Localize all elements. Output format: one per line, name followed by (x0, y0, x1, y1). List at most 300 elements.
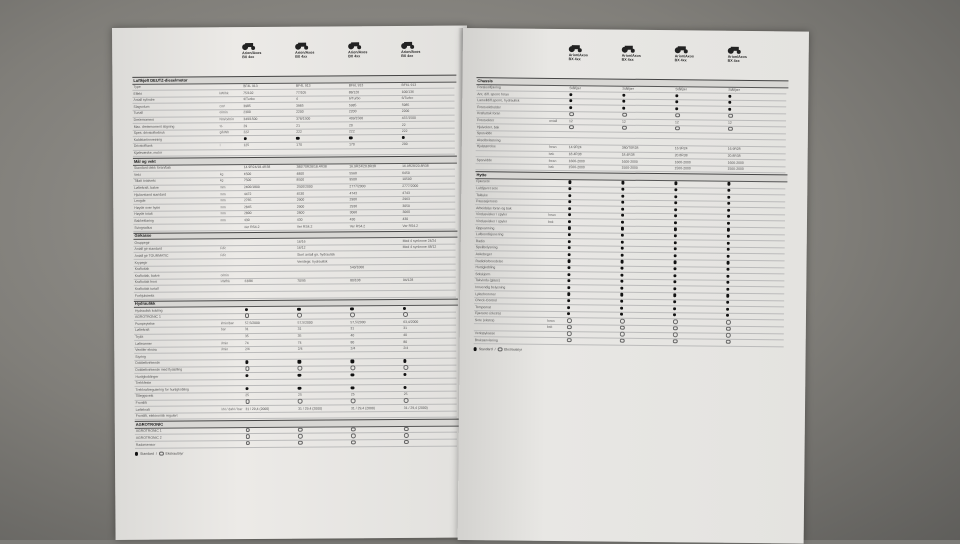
standard-dot-icon (620, 300, 673, 305)
row-unit: foran (547, 319, 567, 324)
row-label: Luftkondisjonering (475, 232, 548, 237)
row-label: Hydraulisk kobling (134, 308, 221, 313)
spec-section (135, 419, 459, 449)
table-cell: Ver RS4.2 (297, 224, 350, 229)
section-title: AGROTRONIC (135, 419, 459, 429)
table-cell: 2/4 (298, 347, 351, 352)
row-label: AGROTRONIC 1 (134, 315, 221, 320)
row-unit: F/R (220, 253, 244, 258)
row-label: Speilbelysning (475, 245, 548, 250)
tractor-icon (295, 43, 309, 50)
row-label: Forhjulstrekk (134, 293, 221, 298)
standard-dot-icon (728, 94, 781, 99)
row-label: Frontvekter (476, 118, 549, 123)
table-cell: BF4L 913 (243, 84, 296, 89)
standard-dot-icon (621, 234, 674, 239)
row-label: Kraftuttak front (134, 280, 221, 285)
row-unit: bak (548, 220, 568, 225)
table-cell: 4743 (402, 190, 455, 195)
standard-dot-icon (569, 106, 622, 111)
standard-dot-icon (568, 233, 621, 238)
table-cell: 74 (298, 340, 351, 345)
table-cell: 5985 (349, 103, 402, 108)
row-unit: kN / daN / bar (221, 407, 245, 412)
table-cell: 57,5/2000 (245, 321, 298, 326)
row-label: Drivstofftank (133, 144, 220, 149)
row-label: Frontvektholder (476, 105, 549, 110)
row-unit: bak (549, 165, 569, 170)
standard-dot-icon (621, 247, 674, 252)
row-unit: mm (220, 185, 244, 190)
table-cell: 12 (728, 121, 781, 126)
table-cell: 222 (296, 130, 349, 135)
extra-ring-icon (298, 434, 351, 441)
row-label: Tempomat (474, 305, 547, 310)
standard-dot-icon (349, 136, 402, 141)
extra-ring-icon (245, 313, 298, 320)
spec-section (474, 171, 788, 347)
row-label: Trekkraftregulering for hurtigkobling (135, 387, 222, 392)
extra-ring-icon (567, 338, 620, 345)
row-label: Kaldstartinnretning (133, 137, 220, 142)
table-cell: 4 (296, 97, 349, 102)
standard-dot-icon (297, 307, 350, 312)
standard-dot-icon (673, 280, 726, 285)
standard-dot-icon (727, 241, 780, 246)
table-cell: 31 (298, 327, 351, 332)
standard-dot-icon (622, 100, 675, 105)
row-label: Frontlift, elektronisk regulert (135, 413, 222, 418)
extra-ring-icon (245, 427, 298, 434)
table-cell: 4530 (297, 191, 350, 196)
row-label: Løftekraft, bakre (133, 185, 220, 190)
row-label: Svingradius (133, 225, 220, 230)
model-header-row (476, 44, 788, 79)
table-cell: 2800 (297, 211, 350, 216)
table-cell: 5985 (402, 102, 455, 107)
spec-section (133, 156, 458, 232)
table-cell: 16.9R24 (675, 147, 728, 152)
section-title: Hytte (475, 171, 787, 182)
standard-dot-icon (568, 240, 621, 245)
table-cell: 16.9R28 (728, 147, 781, 152)
table-cell: 80/108 (350, 278, 403, 283)
row-unit: mm (220, 205, 244, 210)
table-cell: 8500 (297, 178, 350, 183)
table-cell: 31 (350, 326, 403, 331)
standard-dot-icon (568, 253, 621, 258)
table-cell: 31 / 29,4 (2000) (245, 406, 298, 411)
row-label: Askebeger (475, 252, 548, 257)
standard-dot-icon (621, 221, 674, 226)
row-unit: mm (220, 198, 244, 203)
table-cell: 222 (349, 129, 402, 134)
table-cell: 3050 (402, 203, 455, 208)
row-label: Hurtigkobling (474, 265, 547, 270)
standard-dot-icon (298, 386, 351, 391)
table-cell: 200 (402, 142, 455, 147)
tractor-icon (622, 46, 636, 53)
standard-dot-icon (245, 360, 298, 365)
table-cell: 170 (296, 143, 349, 148)
standard-dot-icon (620, 286, 673, 291)
table-cell: 74 (245, 340, 298, 345)
table-cell: 63/86 (244, 279, 297, 284)
row-label: Turtall (133, 111, 220, 116)
standard-dot-icon (675, 94, 728, 99)
standard-dot-icon (727, 189, 780, 194)
standard-dot-icon (726, 301, 779, 306)
table-cell: 2200 (402, 109, 455, 114)
row-unit: mm (220, 218, 244, 223)
row-label: Krypegir (134, 260, 221, 265)
table-row (474, 337, 784, 347)
row-label: Hjulavstand standard (133, 192, 220, 197)
table-cell: 12 (675, 120, 728, 125)
extra-ring-icon (404, 398, 457, 405)
extra-ring-icon (728, 127, 781, 134)
row-label: Lyktefremmer (474, 292, 547, 297)
table-cell: 31 / 29,4 (2000) (298, 406, 351, 411)
standard-dot-icon (243, 136, 296, 141)
extra-ring-icon (351, 427, 404, 434)
table-cell: 77/105 (296, 90, 349, 95)
table-cell: 80 (350, 340, 403, 345)
extra-ring-icon (351, 365, 404, 372)
table-cell (622, 142, 675, 143)
row-unit: foran (549, 145, 569, 150)
row-label: Vindusvisker / spyler (475, 219, 548, 224)
standard-dot-icon (568, 246, 621, 251)
table-cell: 222 (402, 129, 455, 134)
table-cell: 20 (349, 123, 402, 128)
row-label: Kraftuttak foran (476, 112, 549, 117)
row-unit: o/min (220, 273, 244, 278)
standard-dot-icon (567, 293, 620, 298)
spec-table-right (474, 44, 789, 355)
row-label (476, 153, 549, 154)
table-cell: 7500 (244, 178, 297, 183)
standard-dot-icon (350, 307, 403, 312)
table-cell: BF6L 913 (402, 83, 455, 88)
standard-dot-icon (621, 260, 674, 265)
standard-dot-icon (674, 182, 727, 187)
row-label: Innvendig belysning (474, 285, 547, 290)
table-cell: 170 (349, 142, 402, 147)
table-cell: 9500 (349, 177, 402, 182)
table-cell: 430 (402, 217, 455, 222)
row-label: Vekt (133, 172, 220, 177)
row-label: Radioforberedelse (475, 259, 548, 264)
table-cell (569, 135, 622, 136)
model-header: Arion/Axos BX 4xx (348, 42, 401, 58)
standard-dot-icon (674, 261, 727, 266)
table-cell: 88/120 (349, 90, 402, 95)
row-label: Bruksanvisning (474, 338, 547, 343)
table-cell: 2200 (296, 110, 349, 115)
row-label: Trekkfeste (134, 380, 221, 385)
row-label: Antall gir standard (134, 247, 221, 252)
standard-dot-icon (727, 202, 780, 207)
table-cell: 12 (622, 120, 675, 125)
model-header: Arion/Axos BX 4xx (622, 46, 675, 63)
row-label: Løftekraft (134, 328, 221, 333)
row-unit: mm (220, 211, 244, 216)
standard-dot-icon (620, 313, 673, 318)
standard-dot-icon (673, 267, 726, 272)
standard-dot-icon (620, 267, 673, 272)
spec-section (134, 298, 459, 420)
extra-ring-icon (298, 440, 351, 447)
table-cell: 16/16 (297, 239, 350, 244)
row-label: Dobbeltvirkende (134, 361, 221, 366)
extra-ring-icon (675, 113, 728, 120)
row-unit: l/min/bar (221, 321, 245, 326)
legend: Standard / Ekstrautstyr (135, 449, 459, 456)
table-cell: 20.8R38 (728, 154, 781, 159)
table-cell: 6/Turbo (349, 96, 402, 101)
row-label: Luftfjæret sete (475, 186, 548, 191)
table-cell: 380/70R28/18.4R38 (296, 165, 349, 170)
standard-dot-icon (296, 136, 349, 141)
table-cell: 2/4 (351, 346, 404, 351)
standard-dot-icon (674, 221, 727, 226)
standard-dot-icon (245, 373, 298, 378)
row-label: Hurtigkoblinger (134, 374, 221, 379)
table-cell: 1600-2000 (622, 159, 675, 164)
table-cell: 2800 (244, 211, 297, 216)
section-title: Girkasse (133, 230, 457, 240)
standard-dot-icon (673, 274, 726, 279)
row-label: Høyde totalt (133, 212, 220, 217)
table-cell: 16/12 (297, 246, 350, 251)
standard-dot-icon (673, 287, 726, 292)
row-label: Gruppegir (133, 240, 220, 245)
standard-dot-icon (620, 293, 673, 298)
row-label: Kjølevæske, motor (133, 150, 220, 155)
row-label: Kraftuttak (134, 266, 221, 271)
extra-ring-icon (297, 313, 350, 320)
standard-dot-icon (621, 254, 674, 259)
standard-dot-icon (727, 222, 780, 227)
standard-dot-icon (727, 235, 780, 240)
standard-dot-icon (727, 228, 780, 233)
row-unit: antall (549, 119, 569, 124)
table-cell: 6/Turbo (402, 96, 455, 101)
row-label: Pumpeytelse (134, 321, 221, 326)
standard-dot-icon (673, 294, 726, 299)
table-cell: 2963 (402, 197, 455, 202)
row-label: Løftekraft (135, 407, 222, 412)
standard-dot-icon (567, 312, 620, 317)
row-label: Solskjerm (474, 272, 547, 277)
standard-dot-icon (726, 307, 779, 312)
table-cell: 222 (243, 130, 296, 135)
table-cell: 430 (244, 218, 297, 223)
tractor-icon (242, 43, 256, 50)
table-cell: 16.9R28/20.8R38 (402, 164, 455, 169)
standard-dot-icon (673, 313, 726, 318)
row-label: Passasjersete (475, 199, 548, 204)
extra-ring-icon (298, 399, 351, 406)
spec-sections-right (474, 77, 789, 347)
row-unit: foran (549, 159, 569, 164)
row-label: Arbeidslys foran og bak (475, 206, 548, 211)
table-cell: 2900 (297, 198, 350, 203)
table-cell (622, 135, 675, 136)
row-unit: foran (548, 213, 568, 218)
table-cell: Med 4 synkrone 24/24 (403, 238, 456, 243)
table-cell: 4743 (349, 191, 402, 196)
extra-ring-icon (498, 347, 503, 352)
table-cell: 409/1500 (349, 116, 402, 121)
row-label: Sete (ekstra) (474, 318, 547, 323)
standard-dot-icon (621, 201, 674, 206)
section-title: Hydraulikk (134, 298, 458, 308)
row-unit: g/kWh (219, 130, 243, 135)
row-label: Antall sylindre (132, 98, 219, 103)
row-unit: bak (549, 152, 569, 157)
standard-dot-icon (674, 195, 727, 200)
row-label: Bakkeklaring (133, 218, 220, 223)
table-cell: 2400/1800 (244, 185, 297, 190)
standard-dot-icon (567, 273, 620, 278)
standard-dot-icon (674, 241, 727, 246)
model-header: Arion/Axos BX 4xx (569, 45, 622, 62)
row-unit: l/min (221, 341, 245, 346)
row-label: Høyde over hytte (133, 205, 220, 210)
standard-dot-icon (567, 266, 620, 271)
row-label: Hjulstørrelse (476, 145, 549, 150)
row-label: Lamelldiff.sperre, hydraulisk (476, 98, 549, 103)
extra-ring-icon (350, 312, 403, 319)
standard-dot-icon (726, 268, 779, 273)
standard-dot-icon (403, 359, 456, 364)
table-cell: 3985 (296, 103, 349, 108)
table-cell: 1500-2000 (622, 166, 675, 171)
table-cell: 3060 (350, 210, 403, 215)
row-label: Vindusvisker / spyler (475, 213, 548, 218)
extra-ring-icon (404, 439, 457, 446)
row-label: AGROTRONIC 1 (135, 429, 222, 434)
table-cell: 31 / 29,4 (2000) (404, 405, 457, 410)
table-cell: 35 (298, 333, 351, 338)
table-cell: 2/4 (245, 347, 298, 352)
row-label: Takluke (475, 193, 548, 198)
standard-dot-icon (474, 348, 477, 351)
table-cell (728, 143, 781, 144)
table-cell: 40 (403, 333, 456, 338)
row-label: Frontlift (135, 400, 222, 405)
standard-dot-icon (728, 108, 781, 113)
extra-ring-icon (404, 426, 457, 433)
standard-dot-icon (245, 386, 298, 391)
table-cell: 2900 (350, 197, 403, 202)
table-cell: 540/1000 (350, 265, 403, 270)
standard-dot-icon (621, 181, 674, 186)
standard-dot-icon (621, 214, 674, 219)
standard-dot-icon (674, 247, 727, 252)
table-cell: 80 (403, 339, 456, 344)
row-label: Ventiler ekstra (134, 347, 221, 352)
row-label: Takvindu (glass) (474, 278, 547, 283)
standard-dot-icon (727, 208, 780, 213)
standard-dot-icon (728, 101, 781, 106)
table-cell: 100/136 (402, 89, 455, 94)
standard-dot-icon (727, 255, 780, 260)
standard-dot-icon (621, 194, 674, 199)
standard-dot-icon (567, 286, 620, 291)
standard-dot-icon (569, 99, 622, 104)
extra-ring-icon (298, 427, 351, 434)
model-header: Arion/Axos BX 4xx (728, 47, 781, 64)
table-cell: 430 (350, 217, 403, 222)
legend: Standard / Ekstrautstyr (474, 347, 786, 355)
standard-dot-icon (298, 360, 351, 365)
extra-ring-icon (622, 112, 675, 119)
table-cell: 2777/2000 (402, 184, 455, 189)
standard-dot-icon (674, 188, 727, 193)
standard-dot-icon (726, 281, 779, 286)
table-cell (569, 141, 622, 142)
spec-sections-left (132, 75, 459, 449)
table-cell: 70/95 (297, 279, 350, 284)
row-label: Oppvarming (475, 226, 548, 231)
table-cell: 2930 (350, 204, 403, 209)
table-cell: 1600-2000 (569, 159, 622, 164)
row-unit: bak (547, 325, 567, 330)
table-cell: Stålfjær (622, 87, 675, 92)
brochure-right-page (458, 28, 809, 544)
row-label: Ant. diff. sperre foran (476, 92, 549, 97)
tractor-icon (728, 47, 742, 54)
row-unit: kW/hk (220, 279, 244, 284)
standard-dot-icon (568, 213, 621, 218)
standard-dot-icon (727, 248, 780, 253)
table-cell: 378/1500 (296, 116, 349, 121)
row-label (474, 327, 547, 328)
row-unit: % (219, 124, 243, 129)
standard-dot-icon (569, 93, 622, 98)
table-cell: 6450 (402, 170, 455, 175)
extra-ring-icon (404, 433, 457, 440)
standard-dot-icon (726, 274, 779, 279)
extra-ring-icon (620, 339, 673, 346)
standard-dot-icon (351, 373, 404, 378)
row-unit: o/min (219, 111, 243, 116)
standard-dot-icon (567, 306, 620, 311)
table-cell: 5560 (349, 171, 402, 176)
row-unit: cm³ (219, 104, 243, 109)
table-cell: 25 (298, 393, 351, 398)
standard-dot-icon (567, 279, 620, 284)
table-cell: 57,5/2000 (350, 320, 403, 325)
table-cell: 2777/2000 (349, 184, 402, 189)
table-cell: 2845 (244, 204, 297, 209)
row-unit: bar (221, 328, 245, 333)
standard-dot-icon (675, 100, 728, 105)
standard-dot-icon (568, 200, 621, 205)
extra-ring-icon (298, 366, 351, 373)
tractor-icon (401, 42, 415, 49)
extra-ring-icon (159, 451, 164, 456)
row-unit: l/min (221, 347, 245, 352)
table-cell: 31 (403, 326, 456, 331)
standard-dot-icon (726, 314, 779, 319)
extra-ring-icon (728, 113, 781, 120)
standard-dot-icon (351, 359, 404, 364)
table-cell: Ver RS4.2 (244, 224, 297, 229)
